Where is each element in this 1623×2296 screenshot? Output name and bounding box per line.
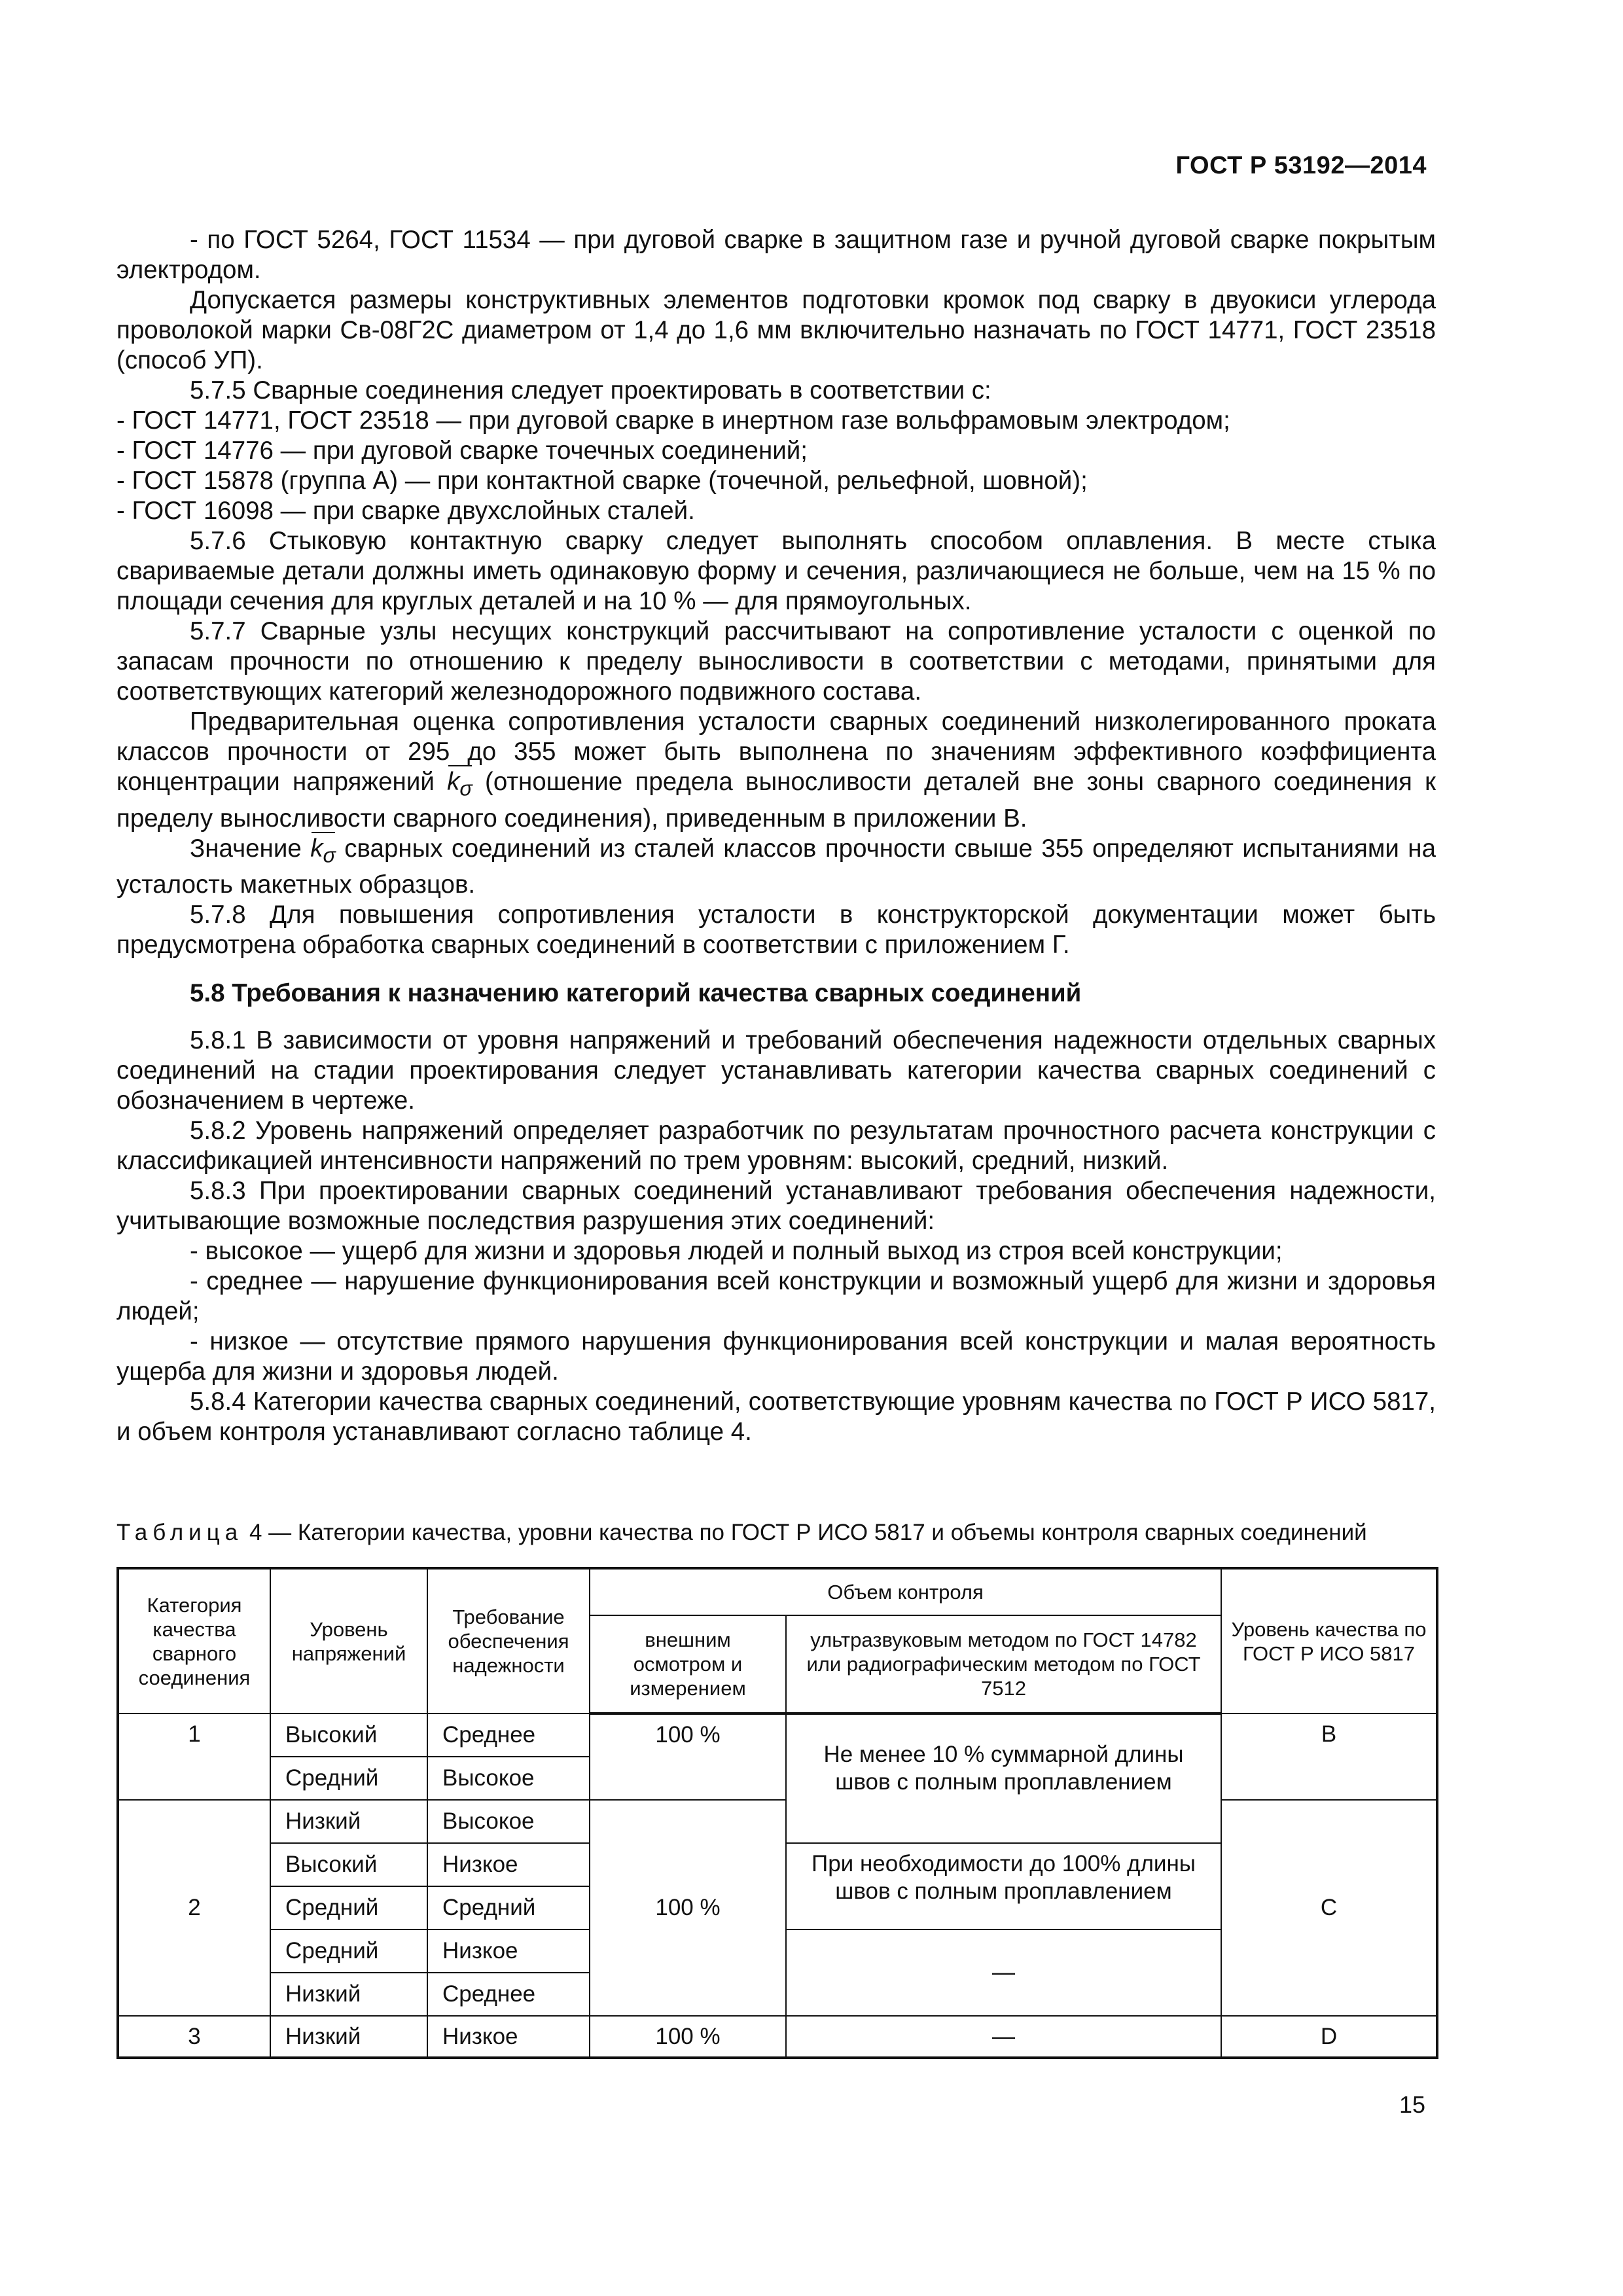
paragraph [116, 707, 1436, 834]
header-ultrasonic: ультразвуковым методом по ГОСТ 14782 или радиографическим методом по ГОСТ 7512 [786, 1615, 1221, 1713]
reliability-cell: Высокое [427, 1757, 590, 1800]
visual-cell: 100 % [590, 1713, 786, 1800]
section-heading: 5.8 Требования к назначению категорий качества сварных соединений [190, 979, 1082, 1008]
reliability-cell: Низкое [427, 2016, 590, 2058]
iso-cell: D [1221, 2016, 1437, 2058]
ultrasonic-cell: — [786, 2016, 1221, 2058]
iso-cell: B [1221, 1713, 1437, 1800]
header-control: Объем контроля [590, 1568, 1221, 1615]
list-item: - среднее — нарушение функционирования всей конструкции и возможный ущерб для жизни и здоровья людей; [116, 1267, 1436, 1326]
paragraph [116, 834, 1436, 901]
category-cell: 1 [118, 1713, 270, 1800]
stress-cell: Низкий [270, 1800, 427, 1843]
reliability-cell: Среднее [427, 1973, 590, 2016]
stress-cell: Средний [270, 1886, 427, 1929]
stress-cell: Низкий [270, 1973, 427, 2016]
paragraph: - по ГОСТ 5264, ГОСТ 11534 — при дуговой сварке в защитном газе и ручной дуговой сварке покрытым электродом. [116, 226, 1436, 284]
stress-cell: Высокий [270, 1713, 427, 1757]
ultrasonic-cell: При необходимости до 100% длины швов с полным проплавлением [786, 1843, 1221, 1929]
document-code: ГОСТ Р 53192—2014 [1175, 152, 1427, 179]
reliability-cell: Низкое [427, 1843, 590, 1886]
stress-cell: Высокий [270, 1843, 427, 1886]
list-item: - ГОСТ 15878 (группа А) — при контактной сварке (точечной, рельефной, шовной); [116, 467, 1088, 495]
list-item: - ГОСТ 16098 — при сварке двухслойных сталей. [116, 497, 695, 525]
header-iso-level: Уровень качества по ГОСТ Р ИСО 5817 [1221, 1568, 1437, 1713]
visual-cell: 100 % [590, 1800, 786, 2016]
body-text [116, 225, 1436, 1447]
list-item: - ГОСТ 14771, ГОСТ 23518 — при дуговой сварке в инертном газе вольфрамовым электродом; [116, 406, 1230, 435]
list-item: - высокое — ущерб для жизни и здоровья людей и полный выход из строя всей конструкции; [190, 1237, 1283, 1266]
paragraph: 5.8.4 Категории качества сварных соединений, соответствующие уровням качества по ГОСТ Р ИСО 5817, и объем контроля устанавливают согласно таблице 4. [116, 1388, 1436, 1446]
k-sigma-symbol: $k_\sigma$ [447, 768, 473, 800]
reliability-cell: Высокое [427, 1800, 590, 1843]
paragraph: 5.7.5 Сварные соединения следует проектировать в соответствии с: [190, 376, 991, 404]
stress-cell: Низкий [270, 2016, 427, 2058]
paragraph: Допускается размеры конструктивных элементов подготовки кромок под сварку в двуокиси углерода проволокой марки Св-08Г2С диаметром от 1,4 до 1,6 мм включительно назначать по ГОСТ 14771, ГОСТ 23518 (способ УП). [116, 286, 1436, 374]
list-item: - низкое — отсутствие прямого нарушения функционирования всей конструкции и малая вероятность ущерба для жизни и здоровья людей. [116, 1327, 1436, 1386]
ultrasonic-cell: — [786, 1929, 1221, 2016]
header-category: Категория качества сварного соединения [118, 1568, 270, 1713]
paragraph: 5.8.2 Уровень напряжений определяет разработчик по результатам прочностного расчета конструкции с классификацией интенсивности напряжений по трем уровням: высокий, средний, низкий. [116, 1117, 1436, 1175]
reliability-cell: Низкое [427, 1929, 590, 1973]
header-stress: Уровень напряжений [270, 1568, 427, 1713]
iso-cell: C [1221, 1800, 1437, 2016]
list-item: - ГОСТ 14776 — при дуговой сварке точечных соединений; [116, 437, 808, 465]
paragraph: 5.7.8 Для повышения сопротивления усталости в конструкторской документации может быть предусмотрена обработка сварных соединений в соответствии с приложением Г. [116, 901, 1436, 960]
paragraph-text: сварных соединений из сталей классов прочности свыше 355 определяют испытаниями на усталость макетных образцов. [116, 834, 1436, 899]
paragraph: 5.7.6 Стыковую контактную сварку следует выполнять способом оплавления. В месте стыка свариваемые детали должны иметь одинаковую форму и сечения, различающиеся не больше, чем на 15 % по площади сечения для круглых деталей и на 10 % — для прямоугольных. [116, 527, 1436, 615]
stress-cell: Средний [270, 1757, 427, 1800]
page-number: 15 [1399, 2091, 1425, 2118]
category-cell: 2 [118, 1800, 270, 2016]
paragraph: 5.8.3 При проектировании сварных соединений устанавливают требования обеспечения надежности, учитывающие возможные последствия разрушения этих соединений: [116, 1177, 1436, 1236]
paragraph: 5.7.7 Сварные узлы несущих конструкций рассчитывают на сопротивление усталости с оценкой по запасам прочности по отношению к пределу выносливости в соответствии с методами, принятыми для соответствующих категорий железнодорожного подвижного состава. [116, 617, 1436, 706]
paragraph-text: (отношение предела выносливости деталей вне зоны сварного соединения к пределу выносливости сварного соединения), приведенным в приложении В. [116, 768, 1436, 833]
header-visual: внешним осмотром и измерением [590, 1615, 786, 1713]
quality-categories-table [116, 1567, 1438, 2059]
reliability-cell: Среднее [427, 1713, 590, 1757]
paragraph-text: Предварительная оценка сопротивления усталости сварных соединений низколегированного проката классов прочности от 295 до 355 может быть выполнена по значениям эффективного коэффициента концентрации напряжений [116, 708, 1436, 796]
ultrasonic-cell: Не менее 10 % суммарной длины швов с полным проплавлением [786, 1713, 1221, 1843]
header-reliability: Требование обеспечения надежности [427, 1568, 590, 1713]
reliability-cell: Средний [427, 1886, 590, 1929]
paragraph: 5.8.1 В зависимости от уровня напряжений и требований обеспечения надежности отдельных сварных соединений на стадии проектирования следует устанавливать категории качества сварных соединений с обозначением в чертеже. [116, 1026, 1436, 1115]
category-cell: 3 [118, 2016, 270, 2058]
k-sigma-symbol: $k_\sigma$ [310, 834, 336, 867]
visual-cell: 100 % [590, 2016, 786, 2058]
stress-cell: Средний [270, 1929, 427, 1973]
paragraph-text: Значение [190, 834, 302, 863]
table-caption: Таблица 4 — Категории качества, уровни качества по ГОСТ Р ИСО 5817 и объемы контроля сварных соединений [116, 1520, 1367, 1545]
